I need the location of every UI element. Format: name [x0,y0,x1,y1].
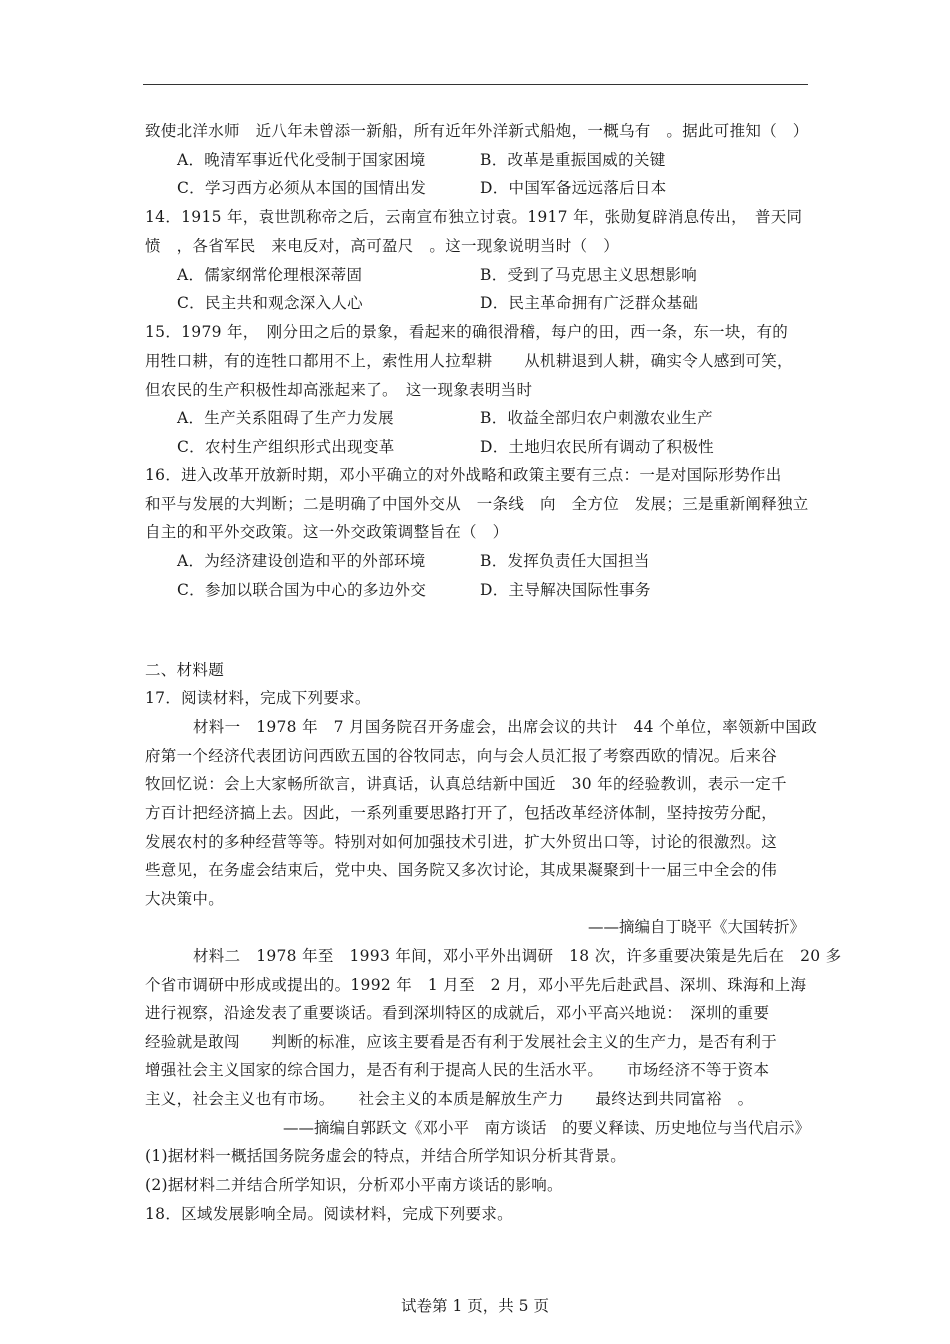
q13-stem-tail: 致使北洋水师 近八年未曾添一新船，所有近年外洋新式船炮，一概乌有 。据此可推知（ ） [145,122,809,140]
q15-stem-line-2: 用牲口耕，有的连牲口都用不上，索性用人拉犁耕 从机耕退到人耕，确实令人感到可笑， [145,352,793,370]
q18-intro: 18．区域发展影响全局。阅读材料，完成下列要求。 [145,1205,513,1223]
q16-option-a: A．为经济建设创造和平的外部环境 [177,552,426,570]
q13-option-b: B．改革是重振国威的关键 [480,151,666,169]
q17-material1-line-6: 些意见，在务虚会结束后，党中央、国务院又多次讨论，其成果凝聚到十一届三中全会的伟 [145,861,778,879]
q16-stem-line-3: 自主的和平外交政策。这一外交政策调整旨在（ ） [145,523,509,541]
q16-stem-line-1: 16．进入改革开放新时期，邓小平确立的对外战略和政策主要有三点：一是对国际形势作出 [145,466,782,484]
q15-stem-line-1: 15．1979 年， 刚分田之后的景象，看起来的确很滑稽，每户的田，西一条，东一块，有的 [145,323,789,341]
q15-option-b: B．收益全部归农户刺激农业生产 [480,409,713,427]
q14-option-b: B．受到了马克思主义思想影响 [480,266,698,284]
q16-option-b: B．发挥负责任大国担当 [480,552,650,570]
q13-option-c: C．学习西方必须从本国的国情出发 [177,179,427,197]
q17-task-2: (2)据材料二并结合所学知识，分析邓小平南方谈话的影响。 [145,1176,563,1194]
q17-material1-line-1: 材料一 1978 年 7 月国务院召开务虚会，出席会议的共计 44 个单位，率领新中国政 [193,718,818,736]
page-footer: 试卷第 1 页，共 5 页 [401,1297,549,1315]
q14-stem-line-1: 14．1915 年，袁世凯称帝之后，云南宣布独立讨袁。1917 年，张勋复辟消息传出， 普天同 [145,208,803,226]
q17-material2-line-3: 进行视察，沿途发表了重要谈话。看到深圳特区的成就后，邓小平高兴地说： 深圳的重要 [145,1004,770,1022]
q16-stem-line-2: 和平与发展的大判断；二是明确了中国外交从 一条线 向 全方位 发展；三是重新阐释独立 [145,495,809,513]
q13-option-d: D．中国军备远远落后日本 [480,179,667,197]
q16-option-c: C．参加以联合国为中心的多边外交 [177,581,427,599]
q14-option-c: C．民主共和观念深入人心 [177,294,363,312]
q15-option-a: A．生产关系阻碍了生产力发展 [177,409,394,427]
q14-stem-line-2: 愤 ，各省军民 来电反对，高可盈尺 。这一现象说明当时（ ） [145,237,620,255]
q17-source-2: ——摘编自郭跃文《邓小平 南方谈话 的要义释读、历史地位与当代启示》 [282,1119,810,1137]
q17-material1-line-2: 府第一个经济代表团访问西欧五国的谷牧同志，向与会人员汇报了考察西欧的情况。后来谷 [145,747,778,765]
q14-option-a: A．儒家纲常伦理根深蒂固 [177,266,363,284]
q17-material1-line-4: 方百计把经济搞上去。因此，一系列重要思路打开了，包括改革经济体制，坚持按劳分配， [145,804,778,822]
q17-material2-line-5: 增强社会主义国家的综合国力，是否有利于提高人民的生活水平。 市场经济不等于资本 [145,1061,770,1079]
q17-material2-line-2: 个省市调研中形成或提出的。1992 年 1 月至 2 月，邓小平先后赴武昌、深圳、珠海和上海 [145,976,807,994]
q17-task-1: (1)据材料一概括国务院务虚会的特点，并结合所学知识分析其背景。 [145,1147,627,1165]
q13-option-a: A．晚清军事近代化受制于国家困境 [177,151,426,169]
q17-source-1: ——摘编自丁晓平《大国转折》 [587,918,805,936]
q15-option-c: C．农村生产组织形式出现变革 [177,438,395,456]
q15-option-d: D．土地归农民所有调动了积极性 [480,438,714,456]
q17-material2-line-4: 经验就是敢闯 判断的标准，应该主要看是否有利于发展社会主义的生产力，是否有利于 [145,1033,778,1051]
q17-material2-line-6: 主义，社会主义也有市场。 社会主义的本质是解放生产力 最终达到共同富裕 。 [145,1090,754,1108]
section-heading: 二、材料题 [145,661,225,679]
q14-option-d: D．民主革命拥有广泛群众基础 [480,294,699,312]
q17-material1-line-7: 大决策中。 [145,890,225,908]
header-rule [143,84,808,85]
q15-stem-line-3: 但农民的生产积极性却高涨起来了。 这一现象表明当时 [145,381,533,399]
q17-material2-line-1: 材料二 1978 年至 1993 年间，邓小平外出调研 18 次，许多重要决策是先后在 20 多 [193,947,842,965]
q17-material1-line-3: 牧回忆说：会上大家畅所欲言，讲真话，认真总结新中国近 30 年的经验教训，表示一定千 [145,775,787,793]
q17-material1-line-5: 发展农村的多种经营等等。特别对如何加强技术引进，扩大外贸出口等，讨论的很激烈。这 [145,833,778,851]
q16-option-d: D．主导解决国际性事务 [480,581,651,599]
q17-intro: 17．阅读材料，完成下列要求。 [145,689,371,707]
